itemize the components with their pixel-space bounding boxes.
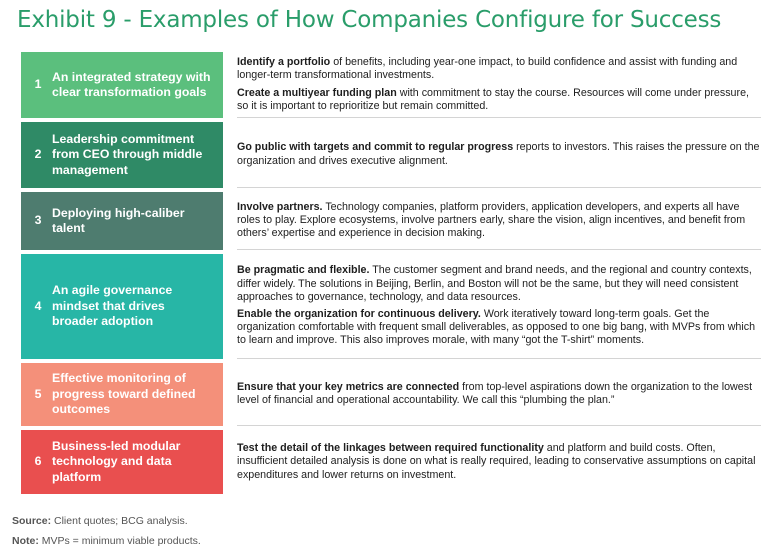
description-bold: Identify a portfolio xyxy=(237,56,331,69)
row-number: 6 xyxy=(34,454,42,469)
description-text: of benefits, including year-one impact, to build confidence and assist with funding and longer-term transformational investments. xyxy=(237,56,738,82)
description-text: Work iteratively toward long-term goals. Get the organization comfortable with frequent small deliverables, as opposed to one big bang, with MVPs from which to learn and improve. This also improves morale, with many “got the T-shirt” moments. xyxy=(237,308,756,347)
row-description xyxy=(237,192,761,250)
description-paragraph xyxy=(237,264,761,304)
row-number: 3 xyxy=(34,213,42,228)
description-bold: Create a multiyear funding plan xyxy=(237,86,397,99)
table-row xyxy=(21,254,761,359)
row-label: Leadership commitment from CEO through middle management xyxy=(52,131,203,177)
description-paragraph xyxy=(237,56,761,82)
table-row xyxy=(21,122,761,188)
row-description xyxy=(237,430,761,494)
row-label: An integrated strategy with clear transformation goals xyxy=(52,69,211,99)
table-row xyxy=(21,430,761,494)
row-number: 4 xyxy=(34,298,42,313)
description-paragraph xyxy=(237,308,761,348)
source-note xyxy=(12,515,188,527)
row-description xyxy=(237,122,761,188)
source-label: Source: xyxy=(12,515,52,527)
row-label: Deploying high-caliber talent xyxy=(52,205,185,235)
row-label: Business-led modular technology and data platform xyxy=(52,438,181,484)
description-text: with commitment to stay the course. Resources will come under pressure, so it is important to reprioritize but remain committed. xyxy=(237,86,749,112)
row-label: An agile governance mindset that drives broader adoption xyxy=(52,283,173,329)
table-row xyxy=(21,192,761,250)
row-label-box xyxy=(21,363,223,426)
source-text: Client quotes; BCG analysis. xyxy=(51,515,188,527)
page-title: Exhibit 9 - Examples of How Companies Configure for Success xyxy=(17,7,722,33)
description-paragraph xyxy=(237,201,761,241)
description-bold: Go public with targets and commit to regular progress xyxy=(237,141,514,154)
description-text: from top-level aspirations down the organization to the lowest level of financial and operational accountability. We call this “plumbing the plan.” xyxy=(237,380,753,406)
footnote xyxy=(12,535,201,547)
note-text: MVPs = minimum viable products. xyxy=(38,535,201,547)
row-description xyxy=(237,52,761,118)
description-paragraph xyxy=(237,381,761,407)
description-bold: Involve partners. xyxy=(237,200,323,213)
row-number: 1 xyxy=(34,77,42,92)
description-bold: Ensure that your key metrics are connected xyxy=(237,380,460,393)
row-label-box xyxy=(21,52,223,118)
description-paragraph xyxy=(237,87,761,113)
description-text: The customer segment and brand needs, and the regional and country contexts, differ widely. The solutions in Beijing, Berlin, and Boston will not be the same, but they will need consistent approaches to governance, technology, and data resources. xyxy=(237,264,752,303)
description-bold: Enable the organization for continuous delivery. xyxy=(237,308,481,320)
row-label-box xyxy=(21,192,223,250)
description-text: reports to investors. This raises the pressure on the organization and drives executive alignment. xyxy=(237,141,760,167)
table-row xyxy=(21,363,761,426)
description-bold: Test the detail of the linkages between required functionality xyxy=(237,442,544,455)
description-paragraph xyxy=(237,442,761,482)
description-text: Technology companies, platform providers, application developers, and experts all have roles to play. Explore ecosystems, involve partners early, share the vision, align incentives, and benefit from others’ expertise and experience in decision making. xyxy=(237,200,746,240)
row-number: 5 xyxy=(34,386,42,401)
row-description xyxy=(237,363,761,426)
description-text: and platform and build costs. Often, insufficient detailed analysis is done on what is really required, leading to conservative assumptions on capital expenditures and lower returns on investment. xyxy=(237,442,756,481)
table-row xyxy=(21,52,761,118)
row-label-box xyxy=(21,430,223,494)
row-number: 2 xyxy=(34,147,42,162)
note-label: Note: xyxy=(12,535,39,547)
row-label: Effective monitoring of progress toward defined outcomes xyxy=(52,371,196,417)
row-label-box xyxy=(21,254,223,359)
description-bold: Be pragmatic and flexible. xyxy=(237,264,370,277)
row-description xyxy=(237,254,761,359)
row-label-box xyxy=(21,122,223,188)
description-paragraph xyxy=(237,141,761,167)
